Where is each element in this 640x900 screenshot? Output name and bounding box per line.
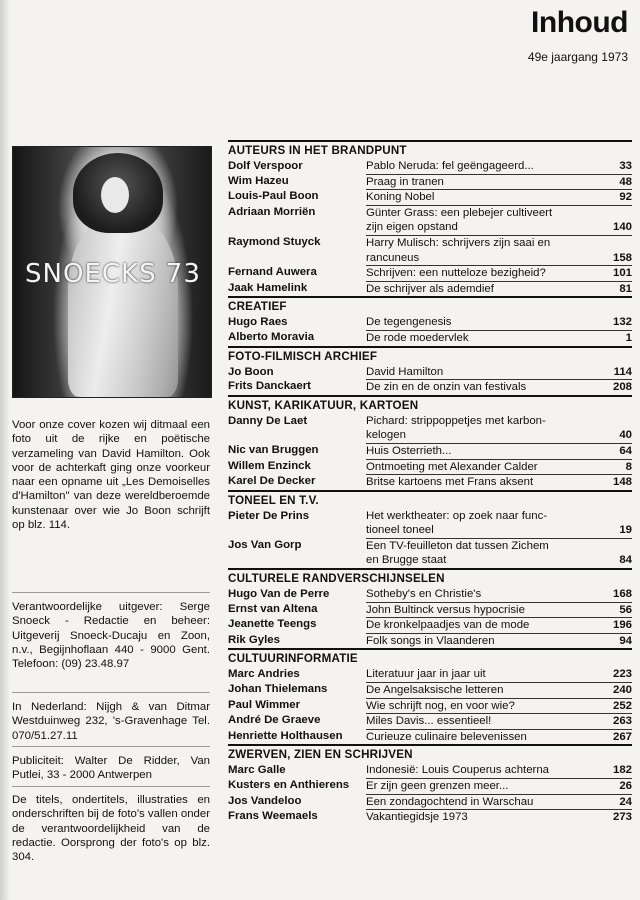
cover-photo	[12, 146, 212, 398]
toc-section	[228, 296, 632, 345]
entry-page-number	[598, 235, 632, 265]
toc-entry	[228, 794, 632, 810]
entry-page-number	[598, 509, 632, 538]
entry-page-value: 196	[612, 619, 632, 632]
entry-page-number	[598, 265, 632, 281]
entry-title	[366, 809, 598, 825]
toc-entry	[228, 235, 632, 265]
entry-title-line: Literatuur jaar in jaar uit	[366, 668, 486, 681]
entry-page-value: 158	[612, 251, 632, 264]
entry-title-line: tioneel toneel	[366, 524, 434, 537]
entry-page-number	[598, 809, 632, 825]
entry-author: Jeanette Teengs	[228, 618, 317, 631]
entry-author: Alberto Moravia	[228, 330, 315, 343]
toc-entry	[228, 159, 632, 174]
entry-title-line: Britse kartoens met Frans aksent	[366, 476, 534, 489]
entry-title-line: Harry Mulisch: schrijvers zijn saai en	[366, 236, 551, 249]
entry-title	[366, 315, 598, 330]
entry-page-number	[598, 667, 632, 682]
toc-entry	[228, 265, 632, 281]
entry-page-value: 64	[619, 444, 632, 457]
entry-title-line: rancuneus	[366, 251, 420, 264]
toc-entry	[228, 729, 632, 745]
page-edge-shade	[0, 0, 10, 900]
entry-author: Kusters en Anthierens	[228, 779, 350, 791]
toc-entry	[228, 633, 632, 649]
entry-title-line: Er zijn geen grenzen meer...	[366, 780, 509, 792]
entry-page-value: 273	[612, 811, 632, 824]
entry-page-value: 84	[619, 554, 632, 567]
toc-entry	[228, 379, 632, 395]
entry-title-line: Indonesië: Louis Couperus achterna	[366, 764, 550, 777]
page-title: Inhoud	[531, 6, 628, 39]
entry-page-value: 56	[619, 603, 632, 616]
entry-title-line: Curieuze culinaire belevenissen	[366, 730, 527, 743]
toc-entry	[228, 602, 632, 618]
entry-page-value: 101	[612, 267, 632, 280]
toc-entry	[228, 330, 632, 346]
entry-author: Jos Vandeloo	[228, 794, 302, 807]
entry-page-number	[598, 617, 632, 633]
entry-page-value: 263	[612, 715, 632, 728]
toc-entry	[228, 809, 632, 825]
entry-page-value: 1	[625, 331, 632, 344]
entry-page-number	[598, 459, 632, 475]
entry-title	[366, 617, 598, 633]
entry-title-line: Vakantiegidsje 1973	[366, 811, 468, 824]
entry-author: Karel De Decker	[228, 475, 316, 488]
entry-author: Jos Van Gorp	[228, 538, 302, 551]
entry-title-line: Sotheby's en Christie's	[366, 588, 482, 601]
toc-entry	[228, 474, 632, 490]
entry-author: Frits Danckaert	[228, 380, 311, 393]
entry-page-value: 267	[612, 730, 632, 743]
entry-title-line: De zin en de onzin van festivals	[366, 381, 527, 394]
entry-page-value: 114	[613, 365, 632, 378]
entry-title	[366, 281, 598, 297]
entry-page-value: 140	[612, 221, 632, 234]
entry-page-value: 92	[619, 191, 632, 204]
entry-page-number	[598, 365, 632, 380]
toc-section	[228, 648, 632, 744]
section-title: ZWERVEN, ZIEN EN SCHRIJVEN	[228, 748, 413, 762]
entry-page-number	[598, 698, 632, 714]
entry-page-number	[598, 443, 632, 459]
copyright-info: De titels, ondertitels, illustraties en onderschriften bij de foto's vallen onder de verantwoordelijkheid van de redactie. Oorsprong der foto's op blz. 304.	[12, 794, 210, 864]
divider	[12, 786, 210, 787]
entry-title	[366, 365, 598, 380]
entry-author: André De Graeve	[228, 714, 321, 727]
entry-page-value: 48	[619, 175, 632, 188]
toc-entry	[228, 778, 632, 794]
entry-author: Danny De Laet	[228, 414, 308, 427]
entry-title	[366, 443, 598, 459]
entry-title-line: en Brugge staat	[366, 554, 447, 567]
entry-author: Raymond Stuyck	[228, 235, 321, 248]
entry-page-value: 19	[619, 524, 632, 537]
entry-title-line: Pichard: strippoppetjes met karbon-	[366, 414, 546, 427]
toc-entry	[228, 414, 632, 443]
netherlands-info: In Nederland: Nijgh & van Ditmar Westduinweg 232, 's-Gravenhage Tel. 070/51.27.11	[12, 701, 210, 742]
entry-author: Wim Hazeu	[228, 174, 289, 187]
entry-page-value: 182	[612, 764, 632, 777]
cover-face-shape	[101, 177, 129, 213]
entry-author: Jo Boon	[228, 365, 274, 378]
entry-page-value: 252	[612, 699, 632, 712]
entry-page-number	[598, 538, 632, 568]
entry-page-value: 240	[612, 684, 632, 697]
toc-entry	[228, 174, 632, 190]
entry-title-line: John Bultinck versus hypocrisie	[366, 603, 525, 616]
entry-title-line: De rode moedervlek	[366, 331, 469, 344]
entry-title	[366, 538, 598, 568]
entry-page-number	[598, 794, 632, 810]
entry-page-number	[598, 633, 632, 649]
toc-entry	[228, 698, 632, 714]
entry-page-value: 148	[612, 476, 632, 489]
entry-title-line: Ontmoeting met Alexander Calder	[366, 460, 538, 473]
entry-author: Louis-Paul Boon	[228, 190, 319, 203]
entry-author: Adriaan Morriën	[228, 205, 316, 218]
entry-page-value: 33	[619, 160, 632, 172]
entry-title-line: Praag in tranen	[366, 175, 444, 188]
toc-entry	[228, 682, 632, 698]
toc-entry	[228, 189, 632, 205]
toc-entry	[228, 459, 632, 475]
entry-title-line: Günter Grass: een plebejer cultiveert	[366, 206, 553, 219]
entry-title-line: De Angelsaksische letteren	[366, 684, 504, 697]
section-title: TONEEL EN T.V.	[228, 493, 319, 507]
toc-entry	[228, 713, 632, 729]
section-title: CULTUURINFORMATIE	[228, 652, 358, 666]
entry-page-number	[598, 587, 632, 602]
entry-title-line: Folk songs in Vlaanderen	[366, 634, 495, 647]
entry-title	[366, 633, 598, 649]
entry-page-number	[598, 763, 632, 778]
toc-section	[228, 568, 632, 648]
entry-page-number	[598, 281, 632, 297]
entry-page-number	[598, 330, 632, 346]
entry-page-number	[598, 602, 632, 618]
entry-author: Marc Galle	[228, 764, 286, 777]
entry-title-line: Miles Davis... essentieel!	[366, 715, 492, 728]
entry-page-value: 132	[612, 316, 632, 329]
entry-title-line: zijn eigen opstand	[366, 221, 458, 234]
publicity-info: Publiciteit: Walter De Ridder, Van Putlei, 33 - 2000 Antwerpen	[12, 755, 210, 782]
entry-page-value: 26	[619, 780, 632, 792]
entry-title	[366, 205, 598, 235]
section-title: KUNST, KARIKATUUR, KARTOEN	[228, 398, 419, 412]
entry-page-number	[598, 414, 632, 443]
toc-section	[228, 395, 632, 490]
entry-author: Rik Gyles	[228, 633, 280, 646]
entry-author: Henriette Holthausen	[228, 729, 343, 742]
entry-title-line: Het werktheater: op zoek naar func-	[366, 509, 548, 522]
cover-dress-shape	[68, 217, 178, 397]
entry-title-line: De schrijver als ademdief	[366, 282, 494, 295]
entry-title-line: Huis Osterrieth...	[366, 444, 452, 457]
cover-brand-logo: SNOECKS 73	[25, 259, 201, 289]
entry-title	[366, 474, 598, 490]
entry-title-line: Wie schrijft nog, en voor wie?	[366, 699, 515, 712]
entry-author: Willem Enzinck	[228, 459, 311, 472]
entry-author: Paul Wimmer	[228, 698, 301, 711]
entry-title-line: De kronkelpaadjes van de mode	[366, 619, 530, 632]
entry-title	[366, 174, 598, 190]
entry-title-line: Pablo Neruda: fel geëngageerd...	[366, 160, 534, 172]
entry-page-value: 8	[625, 460, 632, 473]
entry-title	[366, 414, 598, 443]
entry-title	[366, 509, 598, 538]
entry-author: Dolf Verspoor	[228, 160, 303, 172]
entry-title	[366, 159, 598, 174]
entry-title	[366, 459, 598, 475]
cover-caption: Voor onze cover kozen wij ditmaal een foto uit de rijke en poëtische verzameling van David Hamilton. Ook voor de achterkaft ging onze voorkeur naar een opname uit „Les Demoiselles d'Hamilton" van deze wereldberoemde kunstenaar over wie Jo Boon schrijft op blz. 114.	[12, 419, 210, 532]
toc-entry	[228, 538, 632, 568]
toc-entry	[228, 443, 632, 459]
entry-title	[366, 330, 598, 346]
entry-page-number	[598, 159, 632, 174]
entry-page-number	[598, 315, 632, 330]
entry-title	[366, 763, 598, 778]
entry-title	[366, 698, 598, 714]
entry-title	[366, 265, 598, 281]
toc-entry	[228, 667, 632, 682]
entry-title	[366, 713, 598, 729]
entry-title	[366, 602, 598, 618]
entry-page-number	[598, 205, 632, 235]
entry-author: Marc Andries	[228, 668, 300, 681]
divider	[12, 592, 210, 593]
toc-entry	[228, 509, 632, 538]
toc-section	[228, 490, 632, 568]
entry-page-value: 208	[612, 381, 632, 394]
entry-title	[366, 189, 598, 205]
publisher-info: Verantwoordelijke uitgever: Serge Snoeck - Redactie en beheer: Uitgeverij Snoeck-Ducaju en Zoon, n.v., Begijnhoflaan 440 - 9000 Gent. Telefoon: (09) 23.48.97	[12, 601, 210, 671]
page-subtitle: 49e jaargang 1973	[527, 50, 628, 64]
toc-entry	[228, 315, 632, 330]
entry-title-line: De tegengenesis	[366, 316, 452, 329]
entry-page-number	[598, 713, 632, 729]
entry-author: Johan Thielemans	[228, 683, 328, 696]
entry-title	[366, 682, 598, 698]
entry-page-value: 81	[619, 282, 632, 295]
entry-page-value: 24	[619, 795, 632, 808]
section-title: FOTO-FILMISCH ARCHIEF	[228, 349, 378, 363]
entry-page-number	[598, 682, 632, 698]
section-title: CULTURELE RANDVERSCHIJNSELEN	[228, 572, 445, 586]
entry-title-line: Een TV-feuilleton dat tussen Zichem	[366, 539, 549, 552]
entry-author: Hugo Raes	[228, 316, 288, 329]
toc-entry	[228, 617, 632, 633]
entry-title-line: David Hamilton	[366, 365, 444, 378]
entry-author: Fernand Auwera	[228, 266, 317, 279]
divider	[12, 746, 210, 747]
entry-page-number	[598, 778, 632, 794]
toc-entry	[228, 365, 632, 380]
entry-page-value: 40	[619, 429, 632, 442]
entry-author: Jaak Hamelink	[228, 281, 308, 294]
entry-title	[366, 379, 598, 395]
entry-page-value: 223	[612, 668, 632, 681]
entry-author: Ernst van Altena	[228, 602, 318, 615]
entry-author: Hugo Van de Perre	[228, 588, 330, 601]
entry-title-line: Koning Nobel	[366, 191, 435, 204]
entry-page-number	[598, 474, 632, 490]
divider	[12, 692, 210, 693]
entry-author: Frans Weemaels	[228, 810, 318, 823]
entry-title	[366, 235, 598, 265]
section-title: CREATIEF	[228, 300, 287, 314]
toc-section	[228, 744, 632, 824]
entry-title	[366, 729, 598, 745]
entry-title-line: kelogen	[366, 429, 406, 442]
entry-page-value: 168	[612, 588, 632, 601]
entry-title	[366, 778, 598, 794]
entry-page-number	[598, 189, 632, 205]
section-title: AUTEURS IN HET BRANDPUNT	[228, 144, 407, 157]
toc-section	[228, 346, 632, 395]
entry-page-number	[598, 174, 632, 190]
entry-author: Nic van Bruggen	[228, 443, 319, 456]
entry-title	[366, 794, 598, 810]
table-of-contents	[228, 140, 632, 825]
entry-title	[366, 667, 598, 682]
entry-page-number	[598, 379, 632, 395]
toc-entry	[228, 763, 632, 778]
entry-page-number	[598, 729, 632, 745]
entry-title-line: Een zondagochtend in Warschau	[366, 795, 534, 808]
toc-entry	[228, 587, 632, 602]
toc-entry	[228, 205, 632, 235]
entry-title	[366, 587, 598, 602]
entry-title-line: Schrijven: een nutteloze bezigheid?	[366, 267, 546, 280]
entry-page-value: 94	[619, 634, 632, 647]
toc-section	[228, 140, 632, 296]
entry-author: Pieter De Prins	[228, 509, 310, 522]
toc-entry	[228, 281, 632, 297]
